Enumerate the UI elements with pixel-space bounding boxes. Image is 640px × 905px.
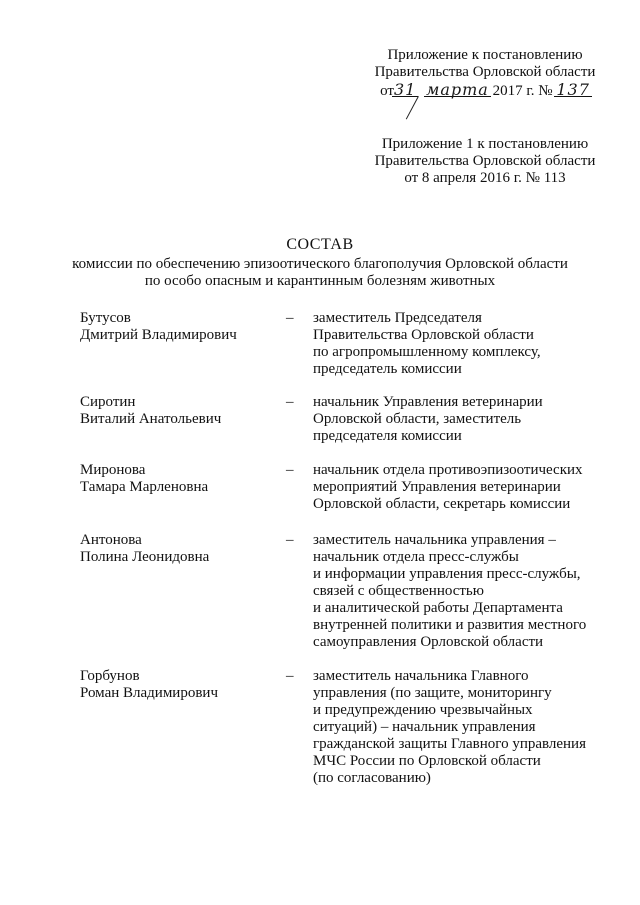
position-line: Орловской области, заместитель (313, 411, 522, 427)
member-given-name: Дмитрий Владимирович (80, 327, 237, 343)
appendix-date-line (355, 81, 615, 100)
position-line: Орловской области, секретарь комиссии (313, 496, 571, 512)
position-line: начальник Управления ветеринарии (313, 394, 543, 410)
date-prefix: от (380, 83, 394, 99)
dash: – (286, 462, 294, 478)
position-line: начальник отдела противоэпизоотических (313, 462, 583, 478)
position-line: внутренней политики и развития местного (313, 617, 587, 633)
position-line: и аналитической работы Департамента (313, 600, 563, 616)
position-line: самоуправления Орловской области (313, 634, 544, 650)
appendix-header-line: от 8 апреля 2016 г. № 113 (404, 170, 566, 186)
position-line: и информации управления пресс-службы, (313, 566, 581, 582)
dash: – (286, 310, 294, 326)
member-name (80, 394, 221, 428)
position-line: заместитель начальника управления – (313, 532, 556, 548)
position-line: связей с общественностью (313, 583, 484, 599)
appendix-header-line: Правительства Орловской области (374, 153, 596, 169)
member-name (80, 462, 208, 496)
dash: – (286, 532, 294, 548)
member-position (313, 310, 613, 378)
appendix-header-current (355, 47, 615, 100)
member-name (80, 310, 237, 344)
dash: – (286, 668, 294, 684)
title-line: комиссии по обеспечению эпизоотического благополучия Орловской области (72, 256, 568, 272)
position-line: председателя комиссии (313, 428, 462, 444)
position-line: ситуаций) – начальник управления (313, 719, 536, 735)
member-position (313, 668, 613, 787)
member-given-name: Роман Владимирович (80, 685, 218, 701)
position-line: заместитель Председателя (313, 310, 482, 326)
position-line: Правительства Орловской области (313, 327, 534, 343)
member-name (80, 668, 218, 702)
member-surname: Сиротин (80, 394, 136, 410)
appendix-header-original (355, 136, 615, 187)
title-line: по особо опасным и карантинным болезням животных (144, 273, 496, 289)
position-line: гражданской защиты Главного управления (313, 736, 586, 752)
title-heading: СОСТАВ (286, 236, 354, 253)
dash: – (286, 394, 294, 410)
document-title (0, 236, 640, 290)
appendix-header-line: Приложение к постановлению (387, 47, 583, 63)
handwritten-day: 31 (393, 80, 417, 99)
position-line: мероприятий Управления ветеринарии (313, 479, 561, 495)
position-line: управления (по защите, мониторингу (313, 685, 552, 701)
member-position (313, 462, 613, 513)
member-position (313, 394, 613, 445)
member-surname: Антонова (80, 532, 142, 548)
member-given-name: Полина Леонидовна (80, 549, 210, 565)
handwritten-number: 137 (556, 80, 590, 99)
member-name (80, 532, 209, 566)
member-surname: Бутусов (80, 310, 131, 326)
member-surname: Горбунов (80, 668, 140, 684)
position-line: заместитель начальника Главного (313, 668, 529, 684)
member-position (313, 532, 613, 651)
position-line: (по согласованию) (313, 770, 431, 786)
position-line: председатель комиссии (313, 361, 462, 377)
appendix-header-line: Приложение 1 к постановлению (381, 136, 589, 152)
member-given-name: Тамара Марленовна (80, 479, 209, 495)
position-line: по агропромышленному комплексу, (313, 344, 541, 360)
handwritten-month: марта (426, 80, 489, 99)
date-year-number-label: 2017 г. № (492, 83, 553, 99)
position-line: и предупреждению чрезвычайных (313, 702, 533, 718)
position-line: МЧС России по Орловской области (313, 753, 541, 769)
member-surname: Миронова (80, 462, 146, 478)
appendix-header-line: Правительства Орловской области (374, 64, 596, 80)
member-given-name: Виталий Анатольевич (80, 411, 222, 427)
position-line: начальник отдела пресс-службы (313, 549, 519, 565)
